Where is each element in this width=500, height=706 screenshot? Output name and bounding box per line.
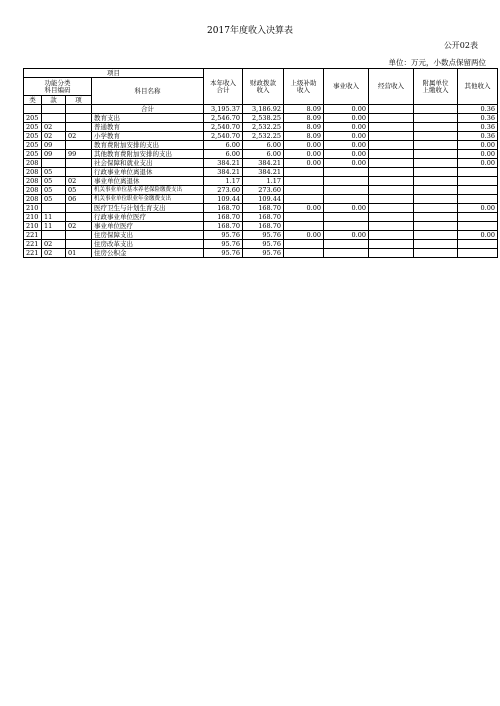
cell-operating <box>369 213 414 222</box>
cell-affiliate <box>414 213 458 222</box>
table-row <box>24 213 498 222</box>
cell-name: 教育费附加安排的支出 <box>92 141 204 150</box>
cell-total: 168.70 <box>204 222 243 231</box>
cell-other: 0.00 <box>458 231 498 240</box>
cell-upper: 0.00 <box>284 231 324 240</box>
cell-total: 1.17 <box>204 177 243 186</box>
cell-xiang <box>66 159 92 168</box>
cell-business <box>324 249 369 258</box>
cell-business: 0.00 <box>324 231 369 240</box>
cell-affiliate <box>414 195 458 204</box>
cell-kuan: 11 <box>42 222 66 231</box>
cell-upper <box>284 222 324 231</box>
cell-business <box>324 240 369 249</box>
business-col-header: 事业收入 <box>324 69 369 105</box>
total-total: 3,195.37 <box>204 105 243 114</box>
cell-upper <box>284 168 324 177</box>
cell-total: 2,540.70 <box>204 132 243 141</box>
cell-affiliate <box>414 231 458 240</box>
cell-operating <box>369 123 414 132</box>
cell-business: 0.00 <box>324 114 369 123</box>
cell-affiliate <box>414 186 458 195</box>
cell-affiliate <box>414 177 458 186</box>
cell-xiang <box>66 204 92 213</box>
cell-total: 2,546.70 <box>204 114 243 123</box>
cell-name: 行政事业单位离退休 <box>92 168 204 177</box>
cell-fiscal: 168.70 <box>243 204 284 213</box>
subject-name-header: 科目名称 <box>92 78 204 105</box>
cell-other: 0.36 <box>458 123 498 132</box>
cell-operating <box>369 186 414 195</box>
table-row <box>24 222 498 231</box>
cell-kuan: 11 <box>42 213 66 222</box>
cell-upper <box>284 213 324 222</box>
total-other: 0.36 <box>458 105 498 114</box>
cell-other <box>458 186 498 195</box>
cell-kuan <box>42 159 66 168</box>
cell-lei: 205 <box>24 132 42 141</box>
cell-other: 0.00 <box>458 141 498 150</box>
cell-other: 0.36 <box>458 114 498 123</box>
table-row <box>24 186 498 195</box>
func-class-header: 功能分类 科目编码 <box>24 78 92 96</box>
total-affiliate <box>414 105 458 114</box>
cell-kuan: 05 <box>42 168 66 177</box>
cell-operating <box>369 114 414 123</box>
cell-fiscal: 6.00 <box>243 150 284 159</box>
cell-affiliate <box>414 222 458 231</box>
cell-operating <box>369 168 414 177</box>
cell-other <box>458 177 498 186</box>
cell-lei: 208 <box>24 159 42 168</box>
cell-total: 95.76 <box>204 231 243 240</box>
table-row <box>24 249 498 258</box>
cell-other: 0.00 <box>458 159 498 168</box>
cell-total: 95.76 <box>204 240 243 249</box>
cell-operating <box>369 231 414 240</box>
cell-other: 0.36 <box>458 132 498 141</box>
cell-affiliate <box>414 204 458 213</box>
cell-fiscal: 95.76 <box>243 231 284 240</box>
cell-xiang: 06 <box>66 195 92 204</box>
cell-affiliate <box>414 123 458 132</box>
cell-business <box>324 168 369 177</box>
cell-name: 教育支出 <box>92 114 204 123</box>
cell-operating <box>369 240 414 249</box>
unit-note: 单位：万元，小数点保留两位 <box>388 58 486 67</box>
cell-name: 机关事业单位基本养老保险缴费支出 <box>92 186 204 195</box>
cell-upper <box>284 195 324 204</box>
cell-upper <box>284 177 324 186</box>
cell-lei: 205 <box>24 141 42 150</box>
cell-upper: 0.00 <box>284 150 324 159</box>
total-row <box>24 105 498 114</box>
cell-name: 住房公积金 <box>92 249 204 258</box>
cell-lei: 210 <box>24 204 42 213</box>
cell-xiang <box>66 141 92 150</box>
table-row <box>24 150 498 159</box>
cell-business <box>324 213 369 222</box>
cell-name: 普通教育 <box>92 123 204 132</box>
operating-col-header: 经营收入 <box>369 69 414 105</box>
cell-total: 2,540.70 <box>204 123 243 132</box>
cell-total: 168.70 <box>204 213 243 222</box>
cell-xiang: 01 <box>66 249 92 258</box>
cell-other <box>458 249 498 258</box>
cell-xiang: 02 <box>66 132 92 141</box>
cell-fiscal: 2,532.25 <box>243 132 284 141</box>
cell-fiscal: 6.00 <box>243 141 284 150</box>
cell-business: 0.00 <box>324 150 369 159</box>
table-row <box>24 114 498 123</box>
xiang-header: 项 <box>66 96 92 105</box>
cell-name: 行政事业单位医疗 <box>92 213 204 222</box>
cell-name: 住房保障支出 <box>92 231 204 240</box>
cell-operating <box>369 159 414 168</box>
cell-affiliate <box>414 159 458 168</box>
cell-total: 273.60 <box>204 186 243 195</box>
cell-kuan: 09 <box>42 141 66 150</box>
cell-operating <box>369 132 414 141</box>
cell-xiang: 99 <box>66 150 92 159</box>
cell-affiliate <box>414 114 458 123</box>
cell-xiang <box>66 213 92 222</box>
cell-lei: 210 <box>24 213 42 222</box>
kuan-header: 款 <box>42 96 66 105</box>
cell-business <box>324 195 369 204</box>
cell-kuan: 02 <box>42 123 66 132</box>
cell-total: 384.21 <box>204 168 243 177</box>
cell-total: 95.76 <box>204 249 243 258</box>
cell-fiscal: 95.76 <box>243 240 284 249</box>
cell-name: 医疗卫生与计划生育支出 <box>92 204 204 213</box>
total-business: 0.00 <box>324 105 369 114</box>
cell-business <box>324 186 369 195</box>
cell-upper: 8.09 <box>284 123 324 132</box>
table-row <box>24 159 498 168</box>
cell-lei: 208 <box>24 177 42 186</box>
cell-upper <box>284 186 324 195</box>
cell-affiliate <box>414 132 458 141</box>
cell-upper: 0.00 <box>284 141 324 150</box>
cell-kuan: 05 <box>42 195 66 204</box>
cell-fiscal: 384.21 <box>243 168 284 177</box>
cell-affiliate <box>414 168 458 177</box>
cell-xiang <box>66 168 92 177</box>
cell-other <box>458 195 498 204</box>
cell-operating <box>369 141 414 150</box>
cell-upper: 0.00 <box>284 159 324 168</box>
cell-other <box>458 213 498 222</box>
cell-lei: 208 <box>24 186 42 195</box>
table-row <box>24 141 498 150</box>
cell-lei: 221 <box>24 249 42 258</box>
cell-kuan: 02 <box>42 132 66 141</box>
cell-other <box>458 222 498 231</box>
cell-kuan: 09 <box>42 150 66 159</box>
cell-operating <box>369 150 414 159</box>
cell-fiscal: 273.60 <box>243 186 284 195</box>
cell-operating <box>369 177 414 186</box>
cell-kuan: 05 <box>42 186 66 195</box>
cell-affiliate <box>414 249 458 258</box>
cell-fiscal: 2,538.25 <box>243 114 284 123</box>
cell-name: 其他教育费附加安排的支出 <box>92 150 204 159</box>
fiscal-col-header: 财政拨款 收入 <box>243 69 284 105</box>
cell-lei: 208 <box>24 168 42 177</box>
cell-operating <box>369 249 414 258</box>
table-row <box>24 204 498 213</box>
cell-xiang: 02 <box>66 222 92 231</box>
table-row <box>24 132 498 141</box>
cell-lei: 221 <box>24 240 42 249</box>
cell-affiliate <box>414 141 458 150</box>
cell-kuan <box>42 204 66 213</box>
cell-lei: 208 <box>24 195 42 204</box>
cell-lei: 210 <box>24 222 42 231</box>
cell-business <box>324 177 369 186</box>
cell-kuan <box>42 231 66 240</box>
cell-other: 0.00 <box>458 204 498 213</box>
cell-total: 168.70 <box>204 204 243 213</box>
cell-lei: 205 <box>24 150 42 159</box>
table-row <box>24 177 498 186</box>
cell-xiang: 02 <box>66 177 92 186</box>
other-col-header: 其他收入 <box>458 69 498 105</box>
total-upper: 8.09 <box>284 105 324 114</box>
cell-business: 0.00 <box>324 159 369 168</box>
upper-col-header: 上级补助 收入 <box>284 69 324 105</box>
cell-total: 384.21 <box>204 159 243 168</box>
affiliate-col-header: 附属单位 上缴收入 <box>414 69 458 105</box>
cell-lei: 205 <box>24 123 42 132</box>
cell-xiang: 05 <box>66 186 92 195</box>
cell-affiliate <box>414 150 458 159</box>
cell-xiang <box>66 114 92 123</box>
revenue-table <box>23 68 498 258</box>
header-row-1 <box>24 69 498 78</box>
table-row <box>24 231 498 240</box>
cell-upper: 0.00 <box>284 204 324 213</box>
cell-fiscal: 95.76 <box>243 249 284 258</box>
cell-xiang <box>66 240 92 249</box>
form-code: 公开02表 <box>443 41 478 50</box>
table-row <box>24 195 498 204</box>
total-fiscal: 3,186.92 <box>243 105 284 114</box>
cell-fiscal: 384.21 <box>243 159 284 168</box>
total-label: 合计 <box>92 105 204 114</box>
cell-operating <box>369 222 414 231</box>
cell-operating <box>369 195 414 204</box>
cell-kuan: 02 <box>42 240 66 249</box>
table-row <box>24 240 498 249</box>
cell-fiscal: 1.17 <box>243 177 284 186</box>
cell-other <box>458 240 498 249</box>
cell-name: 机关事业单位职业年金缴费支出 <box>92 195 204 204</box>
cell-fiscal: 2,532.25 <box>243 123 284 132</box>
cell-business: 0.00 <box>324 132 369 141</box>
cell-business <box>324 222 369 231</box>
cell-name: 事业单位医疗 <box>92 222 204 231</box>
cell-affiliate <box>414 240 458 249</box>
cell-kuan: 02 <box>42 249 66 258</box>
cell-upper: 8.09 <box>284 114 324 123</box>
cell-lei: 205 <box>24 114 42 123</box>
table-row <box>24 123 498 132</box>
total-operating <box>369 105 414 114</box>
cell-xiang <box>66 231 92 240</box>
cell-kuan: 05 <box>42 177 66 186</box>
cell-xiang <box>66 123 92 132</box>
total-col-header: 本年收入 合计 <box>204 69 243 105</box>
cell-business: 0.00 <box>324 204 369 213</box>
cell-fiscal: 109.44 <box>243 195 284 204</box>
cell-upper <box>284 240 324 249</box>
cell-total: 6.00 <box>204 141 243 150</box>
cell-operating <box>369 204 414 213</box>
cell-upper: 8.09 <box>284 132 324 141</box>
cell-kuan <box>42 114 66 123</box>
cell-fiscal: 168.70 <box>243 213 284 222</box>
project-header: 项目 <box>24 69 204 78</box>
table-row <box>24 168 498 177</box>
cell-lei: 221 <box>24 231 42 240</box>
cell-name: 事业单位离退休 <box>92 177 204 186</box>
page-title: 2017年度收入决算表 <box>207 26 293 36</box>
cell-other <box>458 168 498 177</box>
cell-total: 109.44 <box>204 195 243 204</box>
cell-business: 0.00 <box>324 123 369 132</box>
cell-other: 0.00 <box>458 150 498 159</box>
cell-total: 6.00 <box>204 150 243 159</box>
cell-name: 住房改革支出 <box>92 240 204 249</box>
cell-name: 小学教育 <box>92 132 204 141</box>
cell-business: 0.00 <box>324 141 369 150</box>
cell-upper <box>284 249 324 258</box>
cell-name: 社会保障和就业支出 <box>92 159 204 168</box>
lei-header: 类 <box>24 96 42 105</box>
cell-fiscal: 168.70 <box>243 222 284 231</box>
